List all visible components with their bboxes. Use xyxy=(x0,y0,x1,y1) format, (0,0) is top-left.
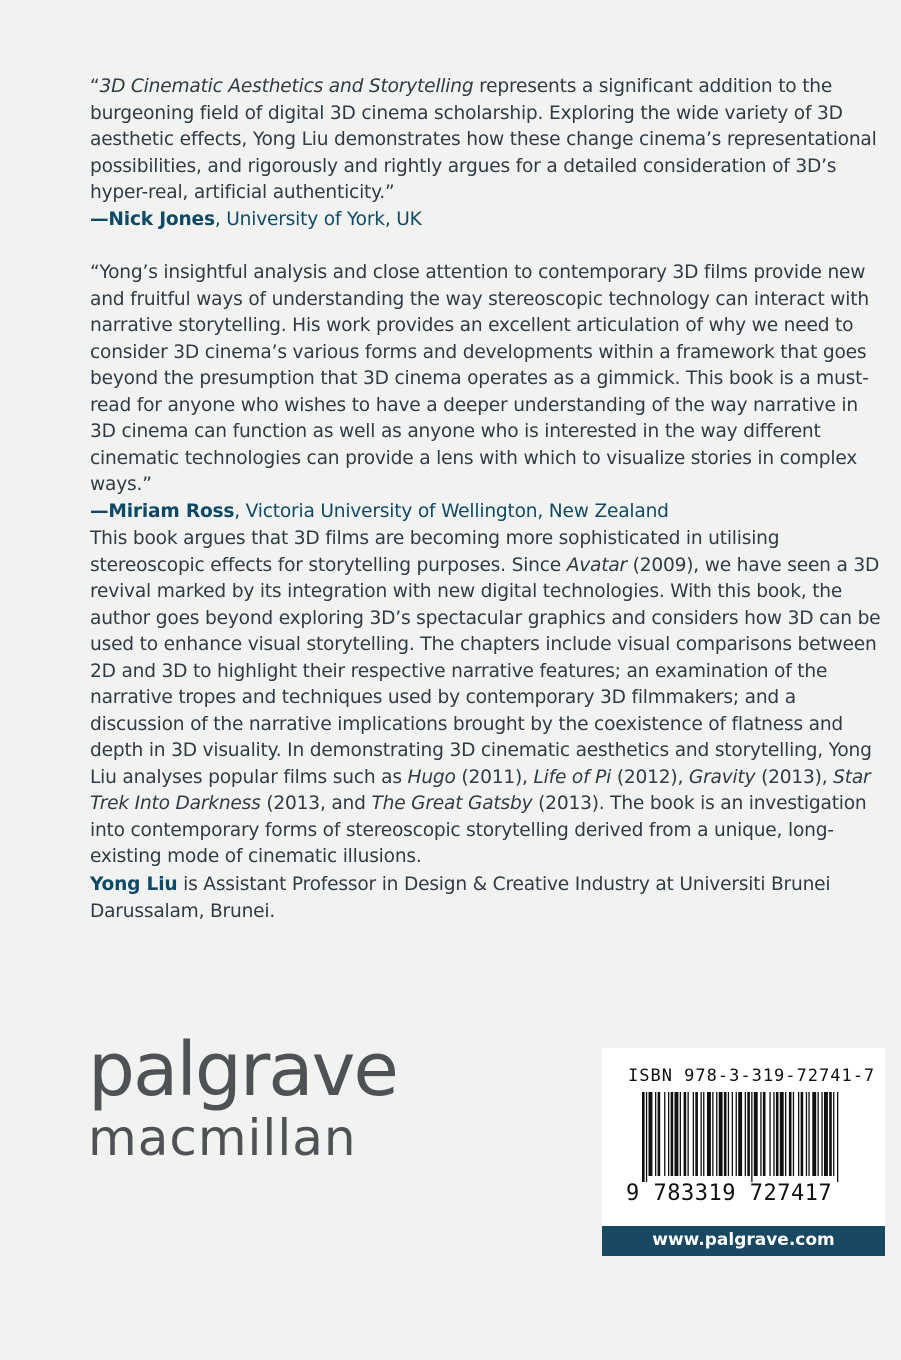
barcode-bar xyxy=(695,1092,698,1176)
barcode-bar xyxy=(738,1092,742,1176)
quote-1-dash: — xyxy=(90,208,109,230)
barcode-bar xyxy=(745,1092,746,1176)
barcode-bar xyxy=(736,1092,737,1176)
barcode-bar xyxy=(780,1092,784,1176)
author-bio xyxy=(90,872,886,925)
barcode-bar xyxy=(818,1092,819,1176)
barcode-bar xyxy=(642,1092,645,1182)
barcode-bar xyxy=(668,1092,669,1176)
barcode-bar xyxy=(703,1092,704,1176)
barcode-bar xyxy=(785,1092,786,1176)
desc-part: (2012), xyxy=(611,766,689,788)
isbn-label: ISBN 978-3-319-72741-7 xyxy=(628,1066,876,1086)
barcode-bar xyxy=(829,1092,832,1176)
barcode-bar xyxy=(760,1092,761,1176)
barcode-bar xyxy=(798,1092,799,1176)
film-title: Star Trek Into Darkness xyxy=(90,766,871,814)
barcode-bar xyxy=(747,1092,750,1176)
film-title: Gravity xyxy=(688,766,756,788)
film-title: Hugo xyxy=(407,766,456,788)
quote-1-body: represents a significant addition to the burgeoning field of digital 3D cinema scholarship. Exploring the wide variety of 3D aesthetic effects, Yong Liu demonstrates how these change cinema’s representational possibilities, and rigorously and rightly argues for a detailed consideration of 3D’s hyper-real, artificial authenticity.” xyxy=(90,76,877,203)
barcode-bar xyxy=(728,1092,729,1176)
isbn-barcode xyxy=(602,1048,885,1226)
desc-part: (2013, and xyxy=(260,793,372,814)
barcode-bar xyxy=(684,1092,687,1176)
desc-part: (2011), xyxy=(455,766,534,788)
bio-text xyxy=(90,872,886,925)
barcode-bar xyxy=(646,1092,647,1182)
barcode-bar xyxy=(763,1092,766,1176)
barcode-bar xyxy=(693,1092,694,1176)
barcode-digits: 9 783319 727417 xyxy=(626,1181,833,1206)
book-title: 3D Cinematic Aesthetics and Storytelling xyxy=(99,76,474,97)
barcode-bar xyxy=(716,1092,717,1176)
logo-line-2: macmillan xyxy=(88,1109,357,1167)
barcode-bar xyxy=(789,1092,792,1176)
quote-2-author: Miriam Ross xyxy=(108,500,235,522)
barcode-bars xyxy=(642,1092,842,1182)
barcode-bar xyxy=(773,1092,774,1176)
publisher-logo xyxy=(88,1027,397,1167)
quote-1-affiliation: , University of York, UK xyxy=(214,208,422,230)
film-title: Avatar xyxy=(566,554,627,576)
barcode-bar xyxy=(655,1092,656,1176)
bio-body: is Assistant Professor in Design & Creative Industry at Universiti Brunei Darussalam, Brunei. xyxy=(90,874,831,922)
quote-2-text xyxy=(90,260,886,525)
quote-2 xyxy=(90,260,886,525)
open-quote: “ xyxy=(90,76,100,97)
barcode-bar xyxy=(675,1092,679,1176)
book-description xyxy=(90,526,886,871)
barcode-bar xyxy=(776,1092,779,1176)
barcode-bar xyxy=(751,1092,752,1182)
barcode-bar xyxy=(701,1092,702,1176)
quote-2-dash: — xyxy=(90,500,109,522)
barcode-bar xyxy=(808,1092,809,1176)
film-title: Life of Pi xyxy=(533,766,612,788)
desc-part: (2013), xyxy=(755,766,834,788)
barcode-bar xyxy=(719,1092,723,1176)
barcode-bar xyxy=(688,1092,689,1176)
description-text xyxy=(90,526,886,871)
quote-2-body: “Yong’s insightful analysis and close attention to contemporary 3D films provide new and fruitful ways of understanding the way stereoscopic technology can interact with narrative storytelling. His work provides an excellent articulation of why we need to consider 3D cinema’s various forms and developments within a framework that goes beyond the presumption that 3D cinema operates as a gimmick. This book is a must-read for anyone who wishes to have a deeper understanding of the way narrative in 3D cinema can function as well as anyone who is interested in the way different cinematic technologies can provide a lens with which to visualize stories in complex ways.” xyxy=(90,262,869,495)
barcode-bar xyxy=(801,1092,804,1176)
barcode-bar xyxy=(754,1092,758,1176)
desc-part: This book argues that 3D films are becoming more sophisticated in utilising stereoscopic effects for storytelling purposes. Since xyxy=(90,528,780,576)
desc-part: (2013). The book is an investigation into contemporary forms of stereoscopic storytelling derived from a unique, long-existing mode of cinematic illusions. xyxy=(90,793,867,867)
bio-name: Yong Liu xyxy=(90,874,178,895)
barcode-bar xyxy=(769,1092,770,1176)
barcode-bar xyxy=(812,1092,816,1176)
barcode-bar xyxy=(680,1092,681,1176)
publisher-url: www.palgrave.com xyxy=(602,1226,885,1256)
barcode-bar xyxy=(821,1092,822,1176)
quote-1-author: Nick Jones xyxy=(108,208,215,230)
quote-1 xyxy=(90,74,886,233)
film-title: The Great Gatsby xyxy=(371,793,533,814)
barcode-bar xyxy=(837,1092,838,1182)
barcode-bar xyxy=(793,1092,794,1176)
barcode-bar xyxy=(806,1092,807,1176)
barcode-bar xyxy=(824,1092,828,1176)
barcode-bar xyxy=(732,1092,733,1176)
desc-part: (2009), we have seen a 3D revival marked by its integration with new digital technologies. With this book, the author goes beyond exploring 3D’s spectacular graphics and considers how 3D can be used to enhance visual storytelling. The chapters include visual comparisons between 2D and 3D to highlight their respective narrative features; an examination of the narrative tropes and techniques used by contemporary 3D filmmakers; and a discussion of the narrative implications brought by the coexistence of flatness and depth in 3D visuality. In demonstrating 3D cinematic aesthetics and storytelling, Yong Liu analyses popular films such as xyxy=(90,554,881,788)
barcode-bar xyxy=(724,1092,727,1176)
quote-2-affiliation: , Victoria University of Wellington, New Zealand xyxy=(234,500,669,522)
barcode-bar xyxy=(671,1092,674,1176)
quote-1-text xyxy=(90,74,886,233)
barcode-bar xyxy=(658,1092,661,1176)
logo-line-1: palgrave xyxy=(88,1027,397,1113)
barcode-bar xyxy=(707,1092,711,1176)
barcode-bar xyxy=(833,1092,834,1176)
barcode-bar xyxy=(649,1092,653,1176)
barcode-bar xyxy=(664,1092,665,1176)
barcode-bar xyxy=(712,1092,713,1176)
